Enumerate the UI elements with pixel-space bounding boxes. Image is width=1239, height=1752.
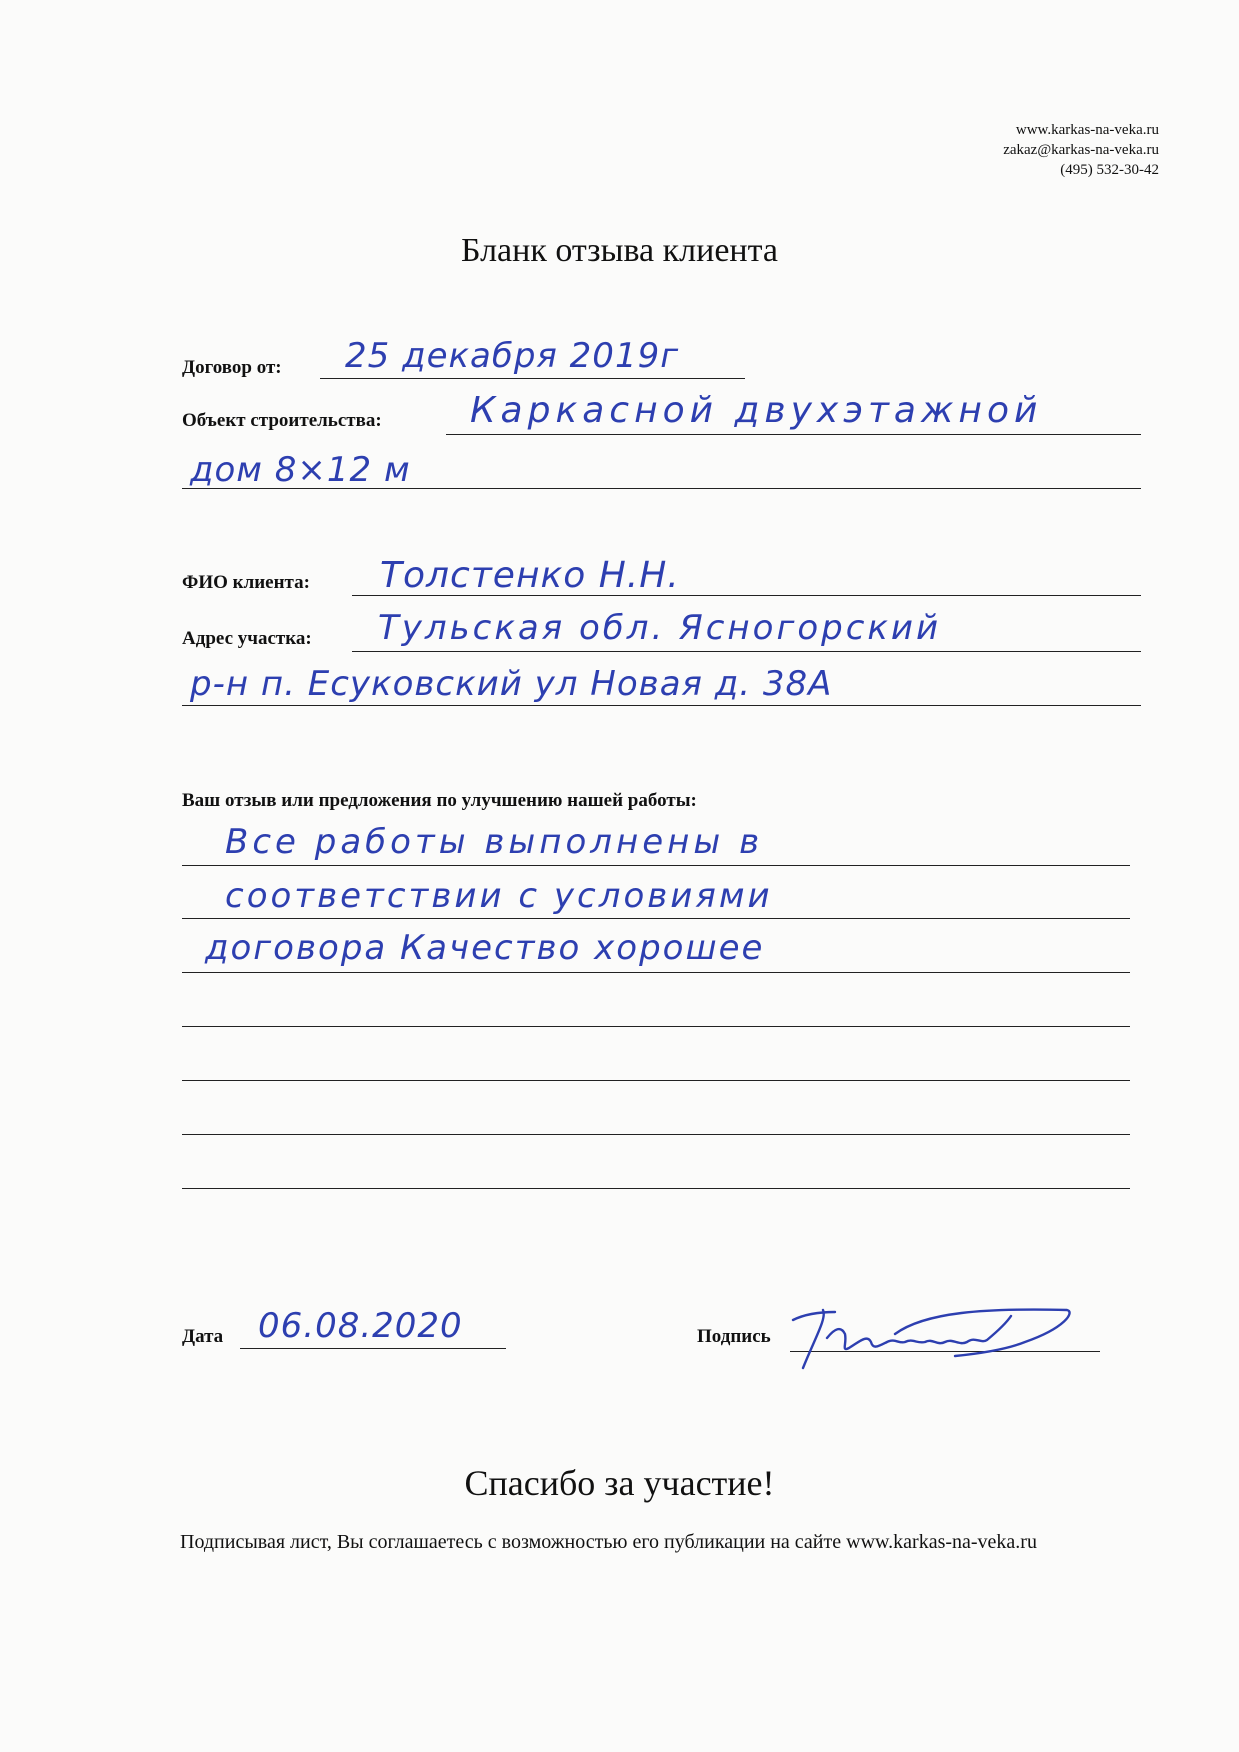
feedback-text-1: Все работы выполнены в (225, 822, 764, 862)
date-label: Дата (182, 1326, 224, 1347)
client-value: Толстенко Н.Н. (380, 555, 680, 596)
thanks-text: Спасибо за участие! (464, 1463, 775, 1503)
date-line (240, 1348, 506, 1349)
address-line-1 (352, 651, 1141, 652)
address-line-2 (182, 705, 1141, 706)
object-value-1: Каркасной двухэтажной (470, 390, 1043, 431)
object-line-1 (446, 434, 1141, 435)
form-title: Бланк отзыва клиента (461, 232, 778, 269)
client-label: ФИО клиента: (182, 572, 310, 593)
feedback-line-4 (182, 1026, 1130, 1027)
contacts-block (1003, 120, 1159, 180)
contract-label: Договор от: (182, 357, 282, 378)
footer-note: Подписывая лист, Вы соглашаетесь с возможностью его публикации на сайте www.karkas-na-veka.ru (180, 1531, 1037, 1553)
feedback-line-2 (182, 918, 1130, 919)
contract-value: 25 декабря 2019г (345, 336, 680, 376)
feedback-text-2: соответствии с условиями (225, 876, 773, 916)
feedback-line-1 (182, 865, 1130, 866)
address-value-2: р-н п. Есуковский ул Новая д. 38А (190, 664, 833, 704)
website-text: www.karkas-na-veka.ru (1015, 122, 1159, 138)
phone-text: (495) 532-30-42 (1060, 162, 1159, 178)
signature-image (775, 1298, 1095, 1378)
signature-label: Подпись (697, 1326, 771, 1347)
contract-line (320, 378, 745, 379)
feedback-text-3: договора Качество хорошее (205, 928, 765, 968)
feedback-line-7 (182, 1188, 1130, 1189)
feedback-line-5 (182, 1080, 1130, 1081)
email-text: zakaz@karkas-na-veka.ru (1003, 142, 1159, 158)
feedback-line-6 (182, 1134, 1130, 1135)
address-value-1: Тульская обл. Ясногорский (378, 608, 942, 648)
object-label: Объект строительства: (182, 410, 382, 431)
feedback-label: Ваш отзыв или предложения по улучшению нашей работы: (182, 790, 697, 811)
object-value-2: дом 8×12 м (190, 450, 411, 490)
feedback-line-3 (182, 972, 1130, 973)
date-value: 06.08.2020 (258, 1306, 463, 1346)
address-label: Адрес участка: (182, 628, 312, 649)
